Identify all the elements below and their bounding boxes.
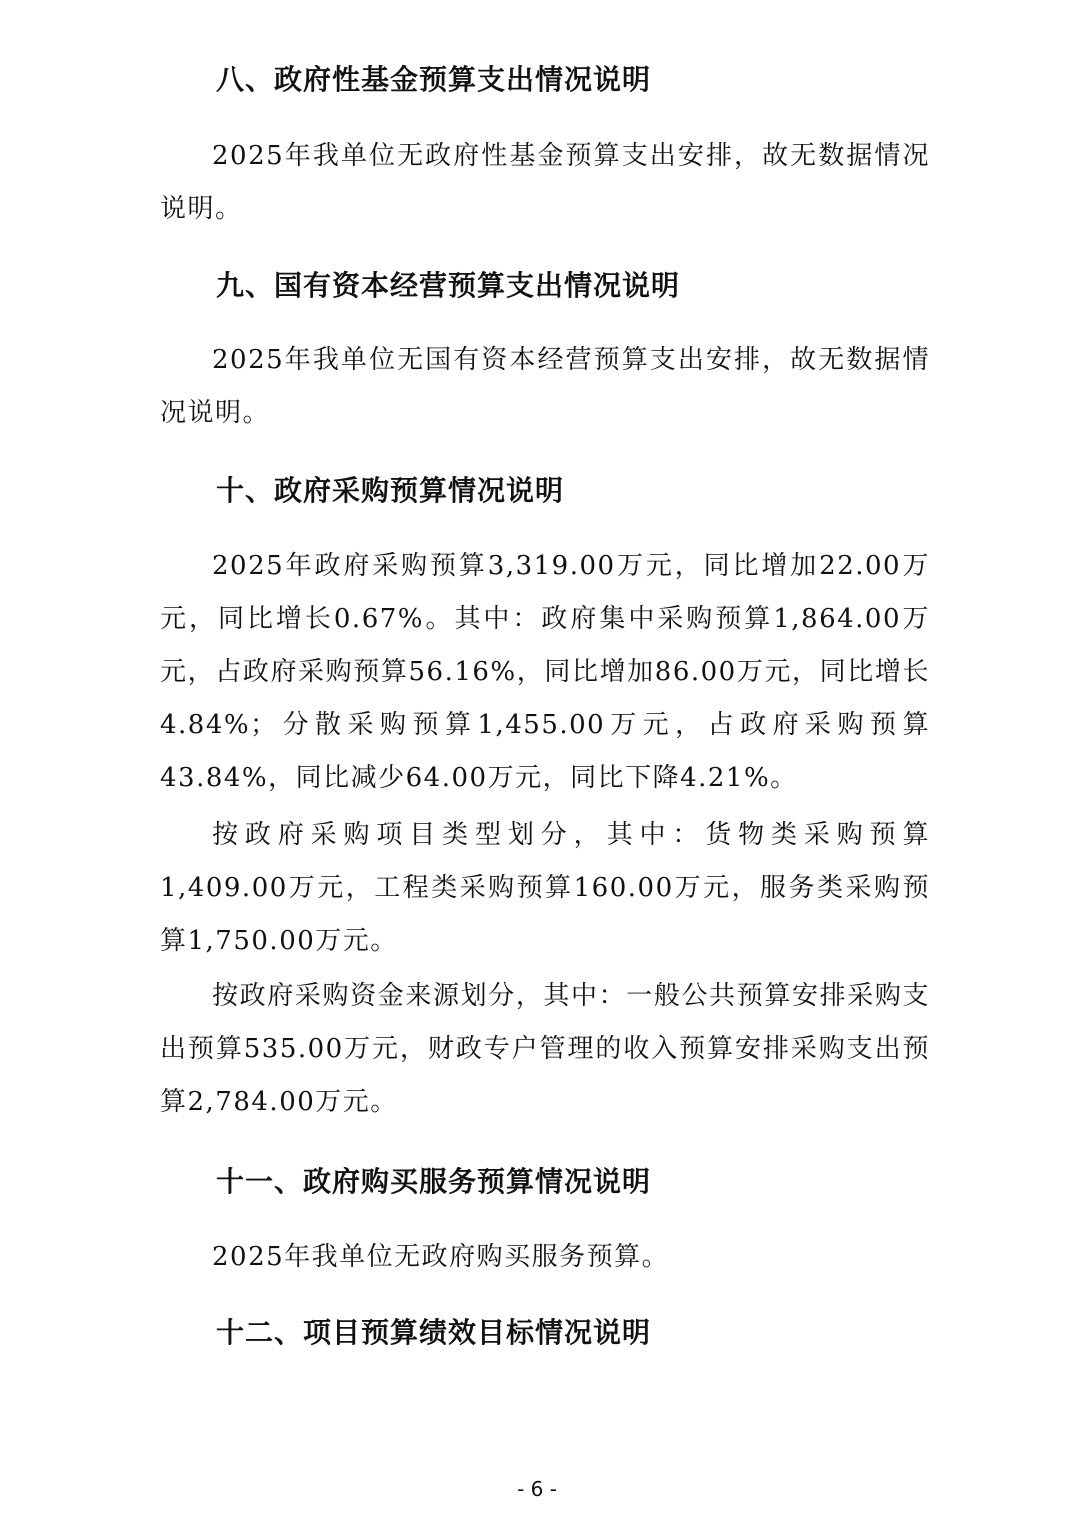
section-9-paragraph: 2025年我单位无国有资本经营预算支出安排，故无数据情况说明。 bbox=[160, 345, 930, 428]
section-heading-9: 九、国有资本经营预算支出情况说明 bbox=[216, 269, 681, 302]
section-heading-8: 八、政府性基金预算支出情况说明 bbox=[216, 63, 652, 96]
section-heading-10: 十、政府采购预算情况说明 bbox=[216, 474, 565, 507]
section-8-paragraph: 2025年我单位无政府性基金预算支出安排，故无数据情况说明。 bbox=[160, 141, 930, 224]
section-heading-12: 十二、项目预算绩效目标情况说明 bbox=[216, 1316, 652, 1349]
section-11-paragraph: 2025年我单位无政府购买服务预算。 bbox=[212, 1242, 670, 1272]
section-10-paragraph-by-source: 按政府采购资金来源划分，其中：一般公共预算安排采购支出预算535.00万元，财政专户管理的收入预算安排采购支出预算2,784.00万元。 bbox=[160, 981, 930, 1117]
section-10-paragraph-summary: 2025年政府采购预算3,319.00万元，同比增加22.00万元，同比增长0.67%。其中：政府集中采购预算1,864.00万元，占政府采购预算56.16%，同比增加86.00万元，同比增长4.84%；分散采购预算1,455.00万元，占政府采购预算43.84%，同比减少64.00万元，同比下降4.21%。 bbox=[160, 551, 930, 793]
section-heading-11: 十一、政府购买服务预算情况说明 bbox=[216, 1165, 652, 1198]
page-number: - 6 - bbox=[517, 1477, 557, 1501]
section-10-paragraph-by-type: 按政府采购项目类型划分，其中：货物类采购预算1,409.00万元，工程类采购预算160.00万元，服务类采购预算1,750.00万元。 bbox=[160, 820, 930, 956]
